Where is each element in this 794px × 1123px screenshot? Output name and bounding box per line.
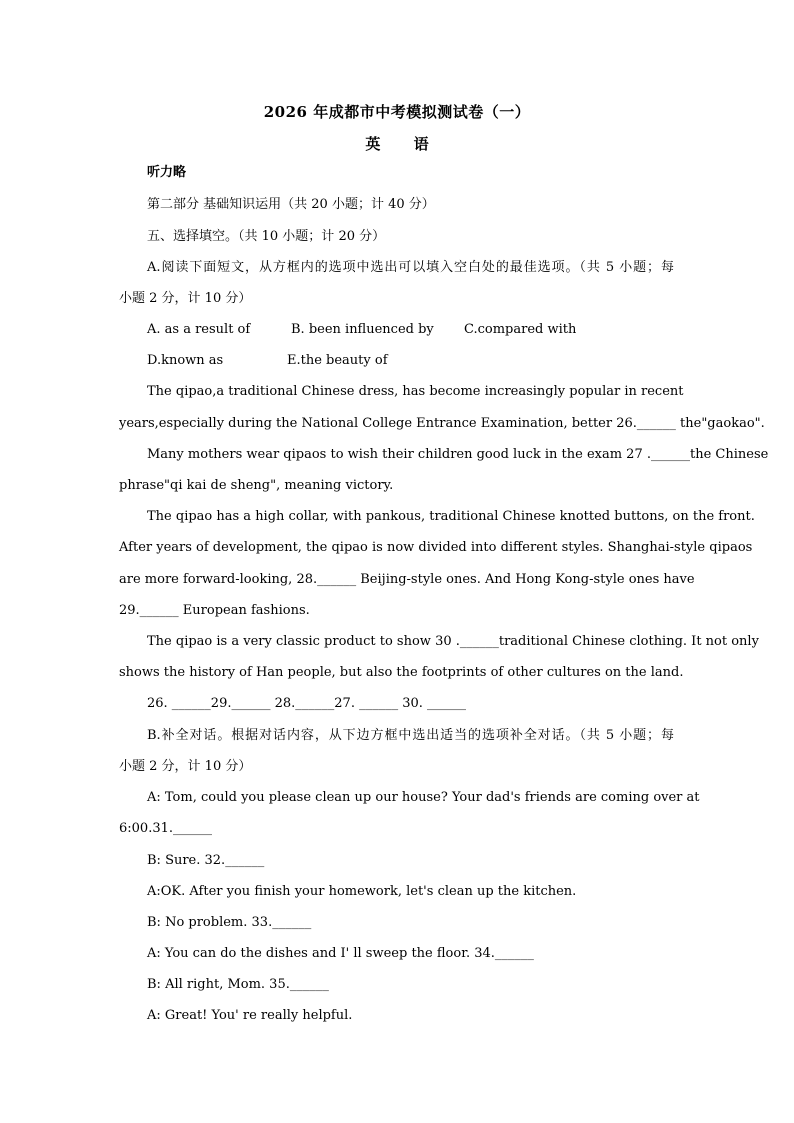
subject-title: 英 语 — [365, 135, 429, 153]
passage-p4-line1: The qipao is a very classic product to show 30 .______traditional Chinese clothing. It not only — [147, 634, 759, 649]
answers-line: 26. ______29.______ 28.______27. ______ 30. ______ — [147, 696, 467, 711]
dialogue-line7: A: Great! You' re really helpful. — [147, 1008, 353, 1023]
passage-p3-line2: After years of development, the qipao is now divided into different styles. Shanghai-style qipaos — [119, 540, 753, 555]
dialogue-line1-cont: 6:00.31.______ — [119, 821, 212, 836]
dialogue-line4: B: No problem. 33.______ — [147, 915, 312, 930]
passage-p3-line3: are more forward-looking, 28.______ Beijing-style ones. And Hong Kong-style ones have — [119, 572, 695, 587]
passage-p3-line4: 29.______ European fashions. — [119, 603, 310, 618]
part2-title: 第二部分 基础知识运用（共 20 小题；计 40 分） — [147, 197, 435, 212]
passage-p2-line2: phrase"qi kai de sheng", meaning victory. — [119, 478, 394, 493]
passage-p2-line1: Many mothers wear qipaos to wish their children good luck in the exam 27 .______the Chinese — [147, 447, 769, 462]
option-a: A. as a result of — [147, 322, 251, 337]
exam-title: 2026 年成都市中考模拟测试卷（一） — [263, 103, 531, 121]
section-b-instruction-line2: 小题 2 分，计 10 分） — [119, 759, 252, 774]
passage-p1-line1: The qipao,a traditional Chinese dress, has become increasingly popular in recent — [147, 384, 684, 399]
option-c: C.compared with — [464, 322, 577, 337]
listening-note: 听力略 — [147, 165, 187, 180]
option-e: E.the beauty of — [287, 353, 388, 368]
passage-p4-line2: shows the history of Han people, but also the footprints of other cultures on the land. — [119, 665, 684, 680]
dialogue-line2: B: Sure. 32.______ — [147, 853, 265, 868]
section-a-instruction-line2: 小题 2 分，计 10 分） — [119, 291, 252, 306]
passage-p3-line1: The qipao has a high collar, with pankous, traditional Chinese knotted buttons, on the front. — [147, 509, 755, 524]
section-b-instruction-line1: B.补全对话。根据对话内容，从下边方框中选出适当的选项补全对话。（共 5 小题；每 — [147, 728, 674, 743]
dialogue-line1: A: Tom, could you please clean up our house? Your dad's friends are coming over at — [147, 790, 700, 805]
dialogue-line6: B: All right, Mom. 35.______ — [147, 977, 329, 992]
dialogue-line5: A: You can do the dishes and I' ll sweep the floor. 34.______ — [147, 946, 534, 961]
option-d: D.known as — [147, 353, 224, 368]
dialogue-line3: A:OK. After you finish your homework, let's clean up the kitchen. — [147, 884, 577, 899]
option-b: B. been influenced by — [291, 322, 434, 337]
section-a-instruction-line1: A.阅读下面短文，从方框内的选项中选出可以填入空白处的最佳选项。（共 5 小题；每 — [147, 260, 674, 275]
section5-title: 五、选择填空。（共 10 小题；计 20 分） — [147, 229, 386, 244]
passage-p1-line2: years,especially during the National College Entrance Examination, better 26.______ the"gaokao". — [119, 416, 765, 431]
